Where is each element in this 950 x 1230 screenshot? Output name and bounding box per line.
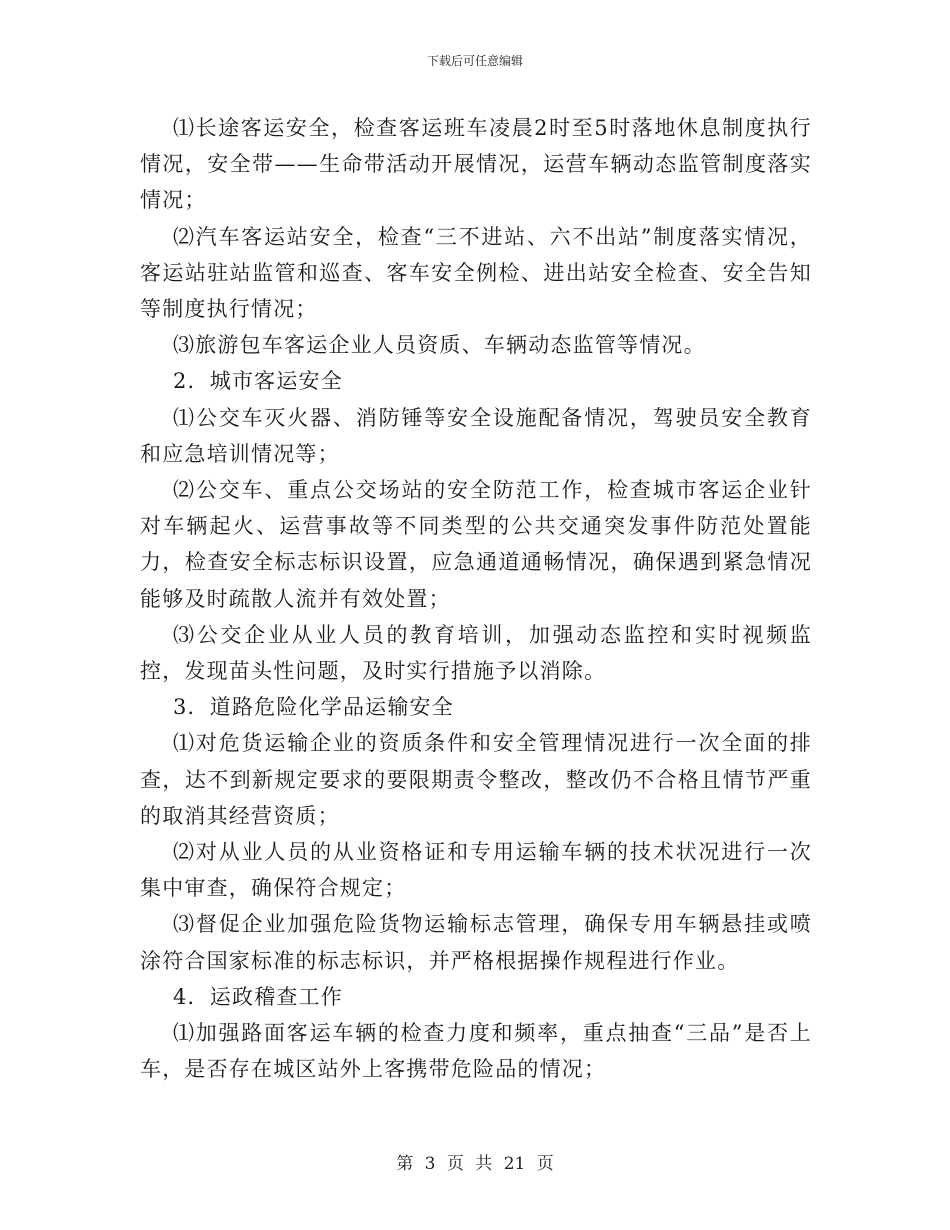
paragraph-item: ⑶督促企业加强危险货物运输标志管理，确保专用车辆悬挂或喷涂符合国家标准的标志标识，并严格根据操作规程进行作业。 xyxy=(140,912,812,973)
paragraph-item: ⑴公交车灭火器、消防锤等安全设施配备情况，驾驶员安全教育和应急培训情况等； xyxy=(140,405,812,466)
paragraph-item: ⑴长途客运安全，检查客运班车凌晨2时至5时落地休息制度执行情况，安全带——生命带活动开展情况，运营车辆动态监管制度落实情况； xyxy=(140,116,812,213)
paragraph-item: ⑶公交企业从业人员的教育培训，加强动态监控和实时视频监控，发现苗头性问题，及时实行措施予以消除。 xyxy=(140,622,812,684)
document-body xyxy=(140,110,812,1087)
paragraph-item: ⑶旅游包车客运企业人员资质、车辆动态监管等情况。 xyxy=(173,333,706,358)
paragraph-item: ⑵汽车客运站安全，检查“三不进站、六不出站”制度落实情况，客运站驻站监管和巡查、客车安全例检、进出站安全检查、安全告知等制度执行情况； xyxy=(140,224,812,322)
paragraph-item: ⑴对危货运输企业的资质条件和安全管理情况进行一次全面的排查，达不到新规定要求的要限期责令整改，整改仍不合格且情节严重的取消其经营资质； xyxy=(140,731,812,828)
paragraph-item: ⑴加强路面客运车辆的检查力度和频率，重点抽查“三品”是否上车，是否存在城区站外上客携带危险品的情况； xyxy=(140,1021,812,1082)
section-heading: 3．道路危险化学品运输安全 xyxy=(173,695,454,720)
section-heading: 4．运政稽查工作 xyxy=(173,984,343,1009)
paragraph-item: ⑵对从业人员的从业资格证和专用运输车辆的技术状况进行一次集中审查，确保符合规定； xyxy=(140,840,812,901)
page-number-footer: 第 3 页 共 21 页 xyxy=(396,1154,554,1174)
page-header: 下载后可任意编辑 xyxy=(426,54,523,68)
section-heading: 2．城市客运安全 xyxy=(173,369,343,394)
paragraph-item: ⑵公交车、重点公交场站的安全防范工作，检查城市客运企业针对车辆起火、运营事故等不同类型的公共交通突发事件防范处置能力，检查安全标志标识设置，应急通道通畅情况，确保遇到紧急情况能够及时疏散人流并有效处置； xyxy=(140,478,812,611)
